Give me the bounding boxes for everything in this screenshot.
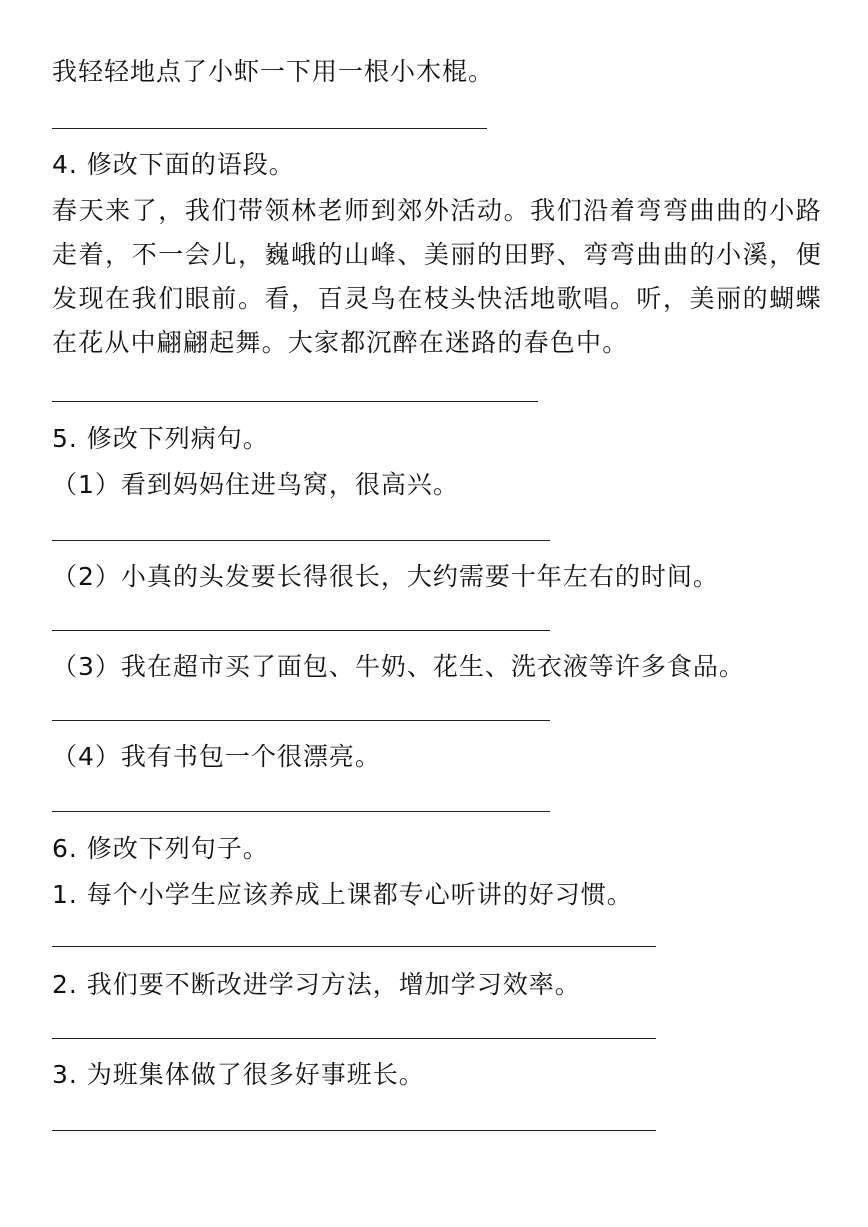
answer-line-q4[interactable] [52,401,538,402]
answer-line-q5-1[interactable] [52,540,550,541]
q5-item-2: （2）小真的头发要长得很长，大约需要十年左右的时间。 [52,562,719,591]
answer-line-q5-2[interactable] [52,630,550,631]
q5-heading: 5. 修改下列病句。 [52,424,269,453]
answer-line-q6-3[interactable] [52,1130,656,1131]
answer-line-q5-4[interactable] [52,811,550,812]
answer-line-q6-1[interactable] [52,946,656,947]
q6-item-1: 1. 每个小学生应该养成上课都专心听讲的好习惯。 [52,880,633,909]
q6-heading: 6. 修改下列句子。 [52,834,269,863]
q5-item-4: （4）我有书包一个很漂亮。 [52,742,381,771]
top-sentence: 我轻轻地点了小虾一下用一根小木棍。 [52,57,495,86]
q5-item-3: （3）我在超市买了面包、牛奶、花生、洗衣液等许多食品。 [52,652,745,681]
q6-item-2: 2. 我们要不断改进学习方法，增加学习效率。 [52,970,581,999]
answer-line-q6-2[interactable] [52,1038,656,1039]
q6-item-3: 3. 为班集体做了很多好事班长。 [52,1060,425,1089]
q5-item-1: （1）看到妈妈住进鸟窝，很高兴。 [52,470,459,499]
q4-paragraph: 春天来了，我们带领林老师到郊外活动。我们沿着弯弯曲曲的小路走着，不一会儿，巍峨的山峰、美丽的田野、弯弯曲曲的小溪，便发现在我们眼前。看，百灵鸟在枝头快活地歌唱。听，美丽的蝴蝶在花从中翩翩起舞。大家都沉醉在迷路的春色中。 [52,196,822,357]
answer-line-top[interactable] [52,128,487,129]
answer-line-q5-3[interactable] [52,720,550,721]
q4-heading: 4. 修改下面的语段。 [52,150,295,179]
